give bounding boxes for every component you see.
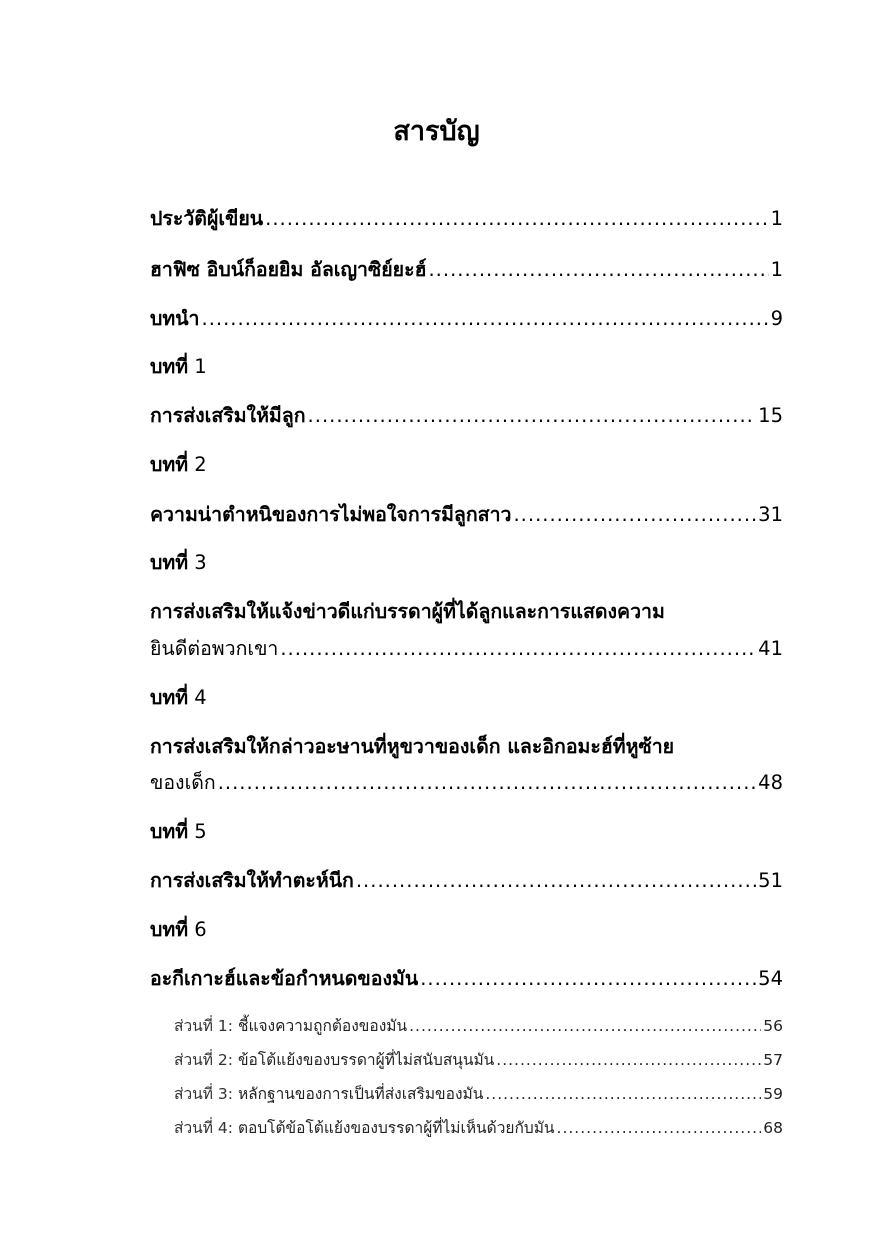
toc-subentry-page: 56 <box>763 1017 783 1035</box>
toc-entry-page: 41 <box>758 637 783 660</box>
toc-subentry-page: 68 <box>763 1119 783 1137</box>
toc-subentry-label <box>174 1048 494 1072</box>
toc-subentry-part-3[interactable] <box>174 1082 783 1106</box>
part-title: ข้อโต้แย้งของบรรดาผู้ที่ไม่สนับสนุนมัน <box>237 1051 495 1069</box>
toc-entry-page: 54 <box>758 967 783 990</box>
toc-subentry-page: 59 <box>763 1085 783 1103</box>
toc-subentry-part-2[interactable] <box>174 1048 783 1072</box>
chapter-number: 3 <box>194 551 207 574</box>
toc-entry-introduction[interactable] <box>150 304 783 334</box>
toc-subentry-label <box>174 1116 555 1140</box>
chapter-number: 5 <box>194 820 207 843</box>
part-number: ส่วนที่ 3: <box>174 1085 233 1103</box>
chapter-heading-3 <box>150 548 207 578</box>
chapter-heading-2 <box>150 450 207 480</box>
part-title: ชี้แจงความถูกต้องของมัน <box>237 1017 408 1035</box>
part-number: ส่วนที่ 2: <box>174 1051 233 1069</box>
leader-dots <box>265 204 768 234</box>
part-number: ส่วนที่ 4: <box>174 1119 233 1137</box>
chapter-heading-5 <box>150 817 207 847</box>
chapter-heading-1 <box>150 352 207 382</box>
chapter-heading-6 <box>150 915 207 945</box>
toc-entry-label: ความน่าตำหนิของการไม่พอใจการมีลูกสาว <box>150 503 512 526</box>
chapter-number: 6 <box>194 918 207 941</box>
toc-entry-label: บทนำ <box>150 307 200 330</box>
chapter-word: บทที่ <box>150 355 189 378</box>
toc-entry-chapter-5[interactable] <box>150 866 783 896</box>
leader-dots <box>202 304 769 334</box>
leader-dots <box>308 401 757 431</box>
part-title: หลักฐานของการเป็นที่ส่งเสริมของมัน <box>237 1085 484 1103</box>
toc-entry-label: ยินดีต่อพวกเขา <box>150 637 279 660</box>
chapter-word: บทที่ <box>150 918 189 941</box>
toc-entry-page: 15 <box>758 404 783 427</box>
chapter-number: 1 <box>194 355 207 378</box>
toc-subentry-page: 57 <box>763 1051 783 1069</box>
toc-entry-label: อะกีเกาะฮ์และข้อกำหนดของมัน <box>150 967 419 990</box>
toc-entry-chapter-6[interactable] <box>150 964 783 994</box>
toc-entry-label: การส่งเสริมให้ทำตะห์นีก <box>150 869 354 892</box>
toc-entry-ibn-qayyim[interactable] <box>150 255 783 285</box>
toc-entry-chapter-4-line1[interactable]: การส่งเสริมให้กล่าวอะษานที่หูขวาของเด็ก และอิกอมะฮ์ที่หูซ้าย <box>150 735 675 758</box>
toc-entry-author-bio[interactable] <box>150 204 783 234</box>
leader-dots <box>280 634 756 664</box>
leader-dots <box>218 768 756 798</box>
leader-dots <box>420 964 756 994</box>
leader-dots <box>557 1116 762 1140</box>
toc-entry-page: 1 <box>770 258 783 281</box>
toc-entry-label: ฮาฟิซ อิบน์ก็อยยิม อัลเญาซิย์ยะฮ์ <box>150 258 427 281</box>
toc-entry-page: 31 <box>758 503 783 526</box>
toc-entry-chapter-3-line1[interactable]: การส่งเสริมให้แจ้งข่าวดีแก่บรรดาผู้ที่ได้ลูกและการแสดงความ <box>150 600 665 623</box>
toc-entry-page: 9 <box>770 307 783 330</box>
chapter-heading-4 <box>150 683 207 713</box>
chapter-word: บทที่ <box>150 686 189 709</box>
part-number: ส่วนที่ 1: <box>174 1017 233 1035</box>
toc-subentry-label <box>174 1014 407 1038</box>
leader-dots <box>356 866 756 896</box>
toc-subentry-part-4[interactable] <box>174 1116 783 1140</box>
toc-entry-chapter-4[interactable] <box>150 768 783 798</box>
leader-dots <box>496 1048 761 1072</box>
toc-entry-page: 1 <box>770 207 783 230</box>
page-title: สารบัญ <box>393 116 480 147</box>
toc-entry-page: 48 <box>758 771 783 794</box>
toc-entry-chapter-3[interactable] <box>150 634 783 664</box>
chapter-word: บทที่ <box>150 820 189 843</box>
leader-dots <box>485 1082 761 1106</box>
toc-subentry-part-1[interactable] <box>174 1014 783 1038</box>
toc-entry-label: ของเด็ก <box>150 771 216 794</box>
toc-entry-label: ประวัติผู้เขียน <box>150 207 264 230</box>
leader-dots <box>409 1014 761 1038</box>
part-title: ตอบโต้ข้อโต้แย้งของบรรดาผู้ที่ไม่เห็นด้วยกับมัน <box>237 1119 555 1137</box>
toc-entry-chapter-1[interactable] <box>150 401 783 431</box>
leader-dots <box>428 255 768 285</box>
toc-entry-chapter-2[interactable] <box>150 500 783 530</box>
toc-entry-page: 51 <box>758 869 783 892</box>
toc-entry-label: การส่งเสริมให้มีลูก <box>150 404 306 427</box>
leader-dots <box>513 500 756 530</box>
chapter-number: 2 <box>194 453 207 476</box>
chapter-word: บทที่ <box>150 453 189 476</box>
chapter-word: บทที่ <box>150 551 189 574</box>
toc-subentry-label <box>174 1082 483 1106</box>
chapter-number: 4 <box>194 686 207 709</box>
